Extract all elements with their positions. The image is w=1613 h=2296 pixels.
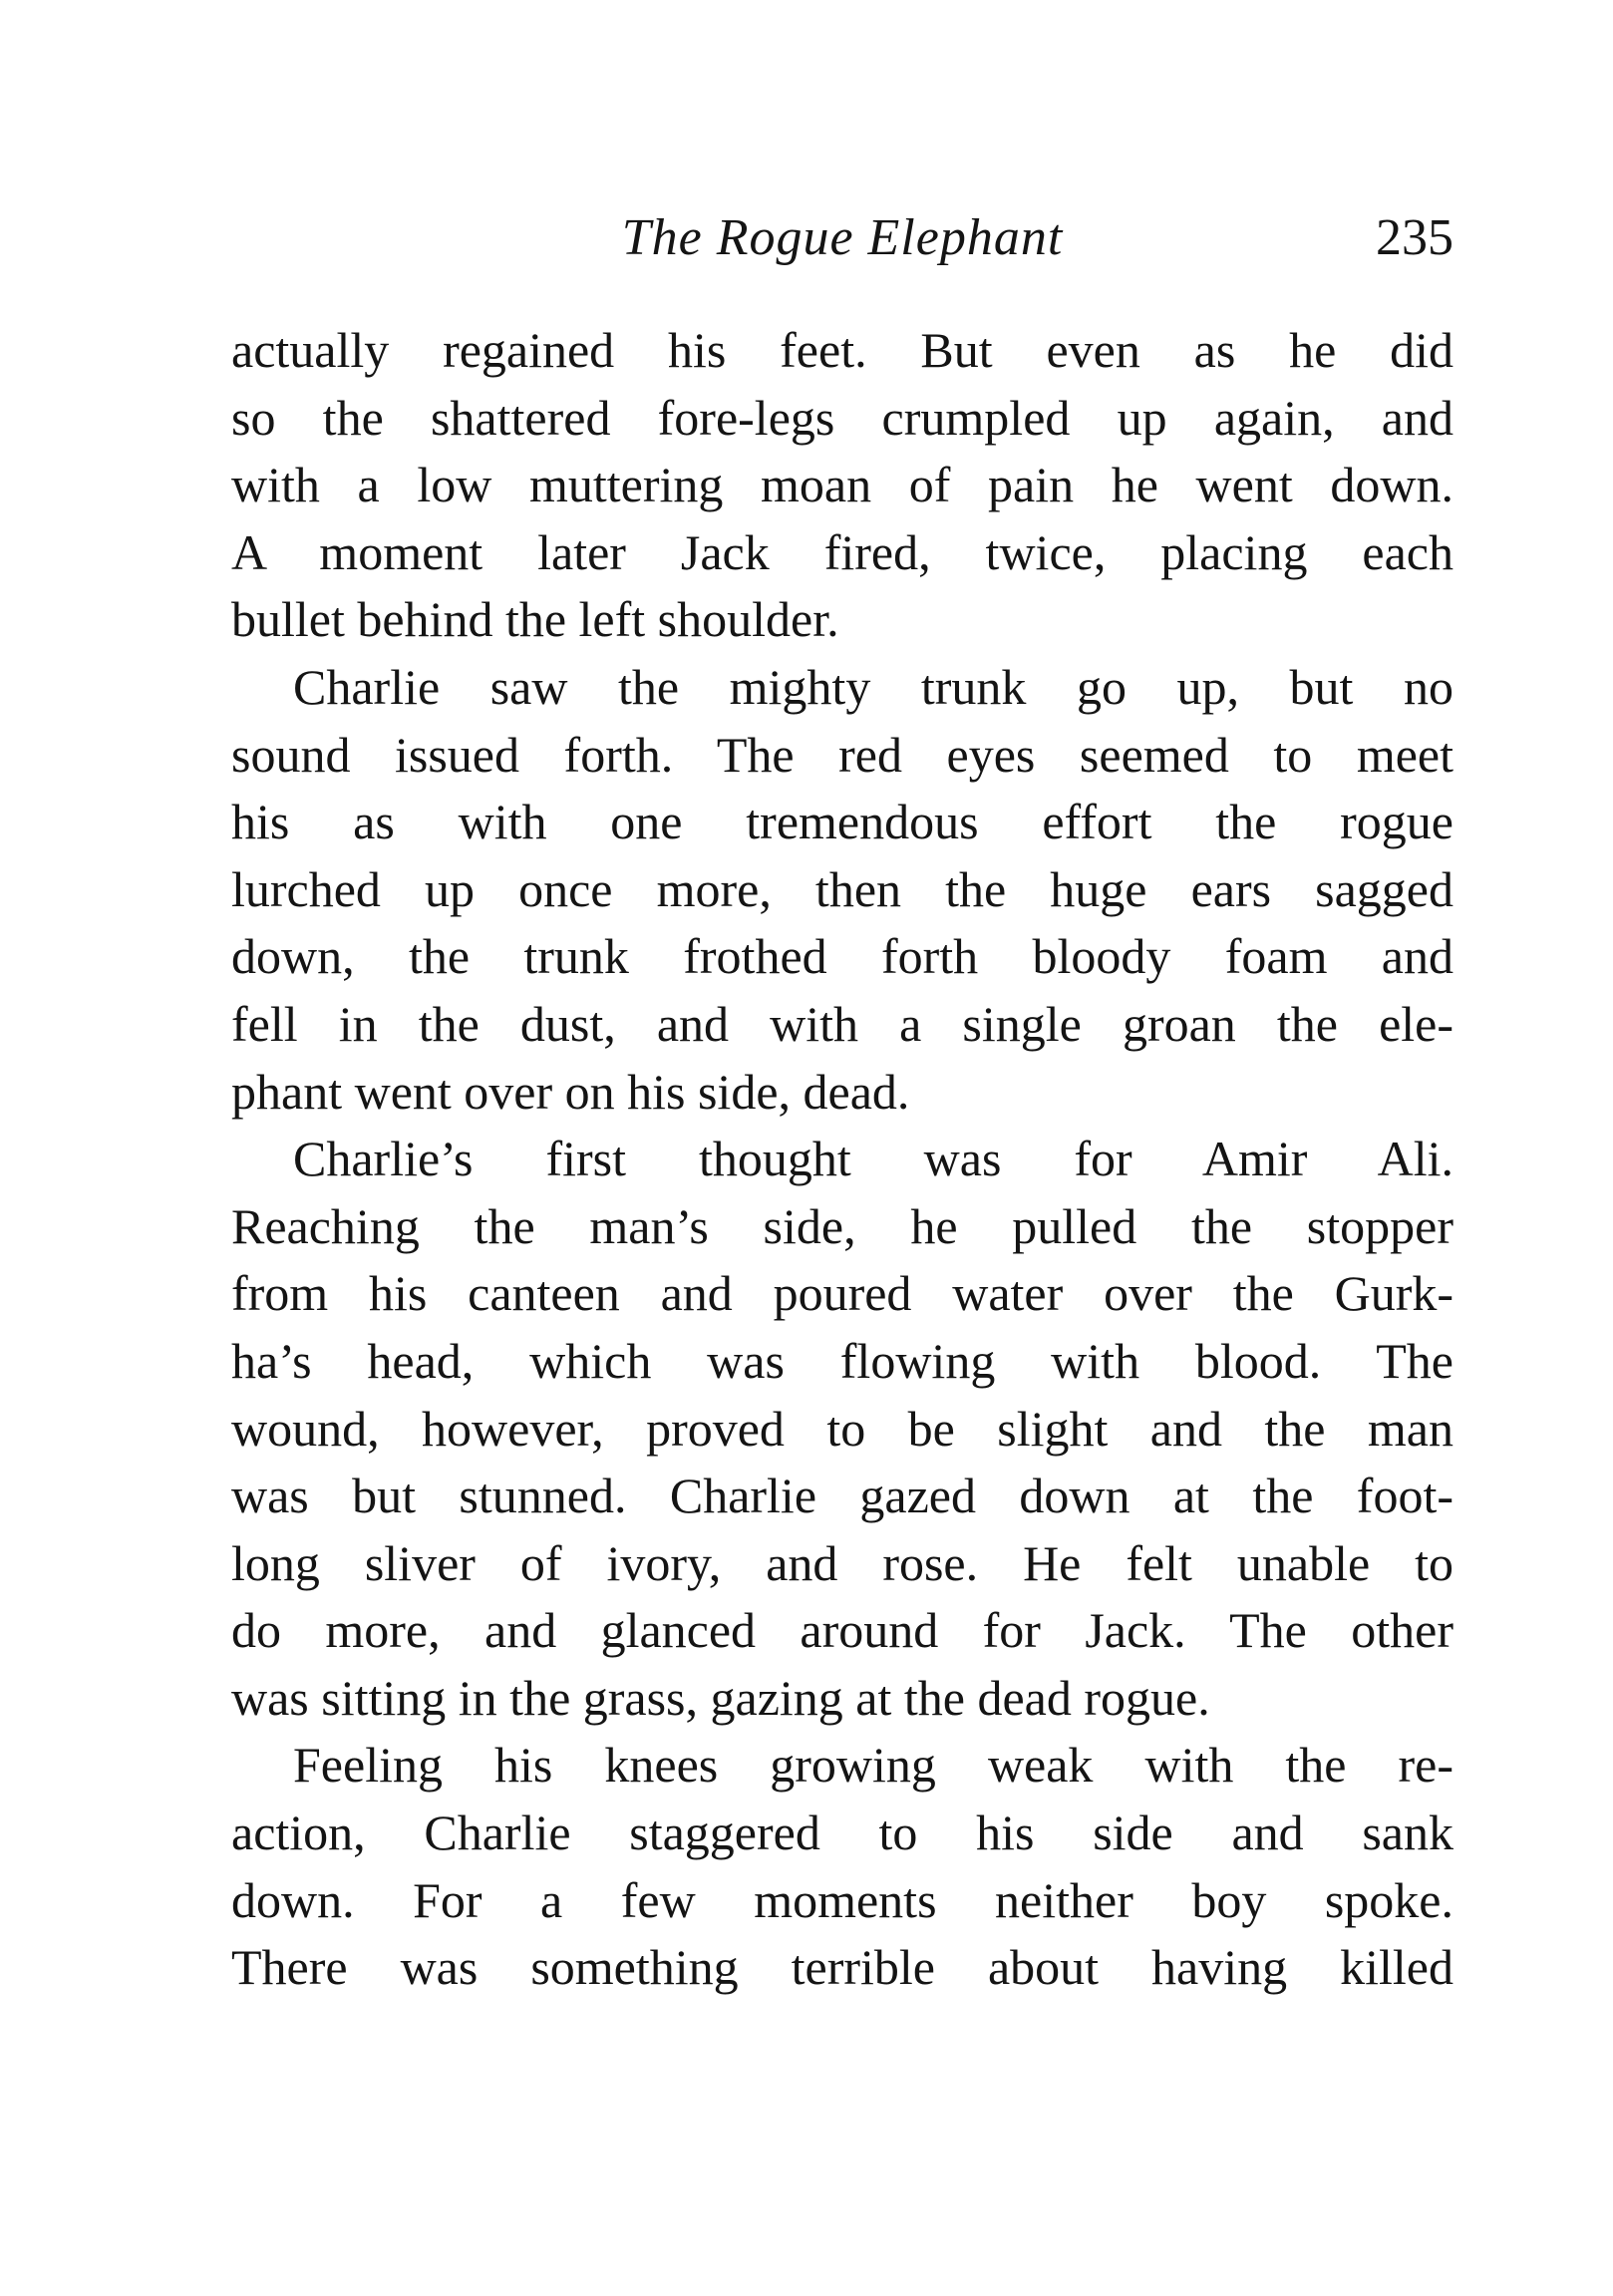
paragraph bbox=[231, 654, 1453, 1126]
text-line: was but stunned. Charlie gazed down at the foot- bbox=[231, 1468, 1453, 1524]
text-line: action, Charlie staggered to his side and sank bbox=[231, 1804, 1453, 1861]
text-line: phant went over on his side, dead. bbox=[231, 1063, 910, 1120]
text-line: his as with one tremendous effort the rogue bbox=[231, 794, 1453, 850]
text-line: ha’s head, which was flowing with blood. The bbox=[231, 1332, 1453, 1389]
text-line: actually regained his feet. But even as he did bbox=[231, 322, 1453, 378]
text-line: with a low muttering moan of pain he went down. bbox=[231, 457, 1453, 513]
text-line: fell in the dust, and with a single groan the ele- bbox=[231, 995, 1453, 1052]
paragraph bbox=[231, 317, 1453, 654]
paragraph bbox=[231, 1732, 1453, 2001]
body-text bbox=[231, 317, 1453, 2002]
text-line: Feeling his knees growing weak with the re- bbox=[293, 1737, 1453, 1794]
text-line: Charlie’s first thought was for Amir Ali. bbox=[293, 1131, 1453, 1187]
text-line: was sitting in the grass, gazing at the dead rogue. bbox=[231, 1669, 1210, 1726]
running-title: The Rogue Elephant bbox=[621, 209, 1064, 266]
text-line: lurched up once more, then the huge ears sagged bbox=[231, 860, 1453, 917]
text-line: down. For a few moments neither boy spoke. bbox=[231, 1871, 1453, 1928]
text-line: Reaching the man’s side, he pulled the stopper bbox=[231, 1197, 1453, 1254]
running-head bbox=[231, 203, 1453, 273]
text-line: from his canteen and poured water over the Gurk- bbox=[231, 1265, 1453, 1322]
text-line: A moment later Jack fired, twice, placing each bbox=[231, 523, 1453, 580]
text-line: There was something terrible about having killed bbox=[231, 1939, 1453, 1996]
text-line: wound, however, proved to be slight and the man bbox=[231, 1400, 1453, 1457]
text-line: do more, and glanced around for Jack. The other bbox=[231, 1602, 1453, 1659]
text-line: long sliver of ivory, and rose. He felt unable to bbox=[231, 1534, 1453, 1591]
text-line: Charlie saw the mighty trunk go up, but no bbox=[293, 658, 1453, 715]
text-line: bullet behind the left shoulder. bbox=[231, 591, 839, 648]
paragraph bbox=[231, 1126, 1453, 1732]
page-number: 235 bbox=[1376, 209, 1453, 266]
text-line: down, the trunk frothed forth bloody foam and bbox=[231, 928, 1453, 985]
text-line: sound issued forth. The red eyes seemed to meet bbox=[231, 726, 1453, 783]
text-line: so the shattered fore-legs crumpled up again, and bbox=[231, 389, 1453, 446]
